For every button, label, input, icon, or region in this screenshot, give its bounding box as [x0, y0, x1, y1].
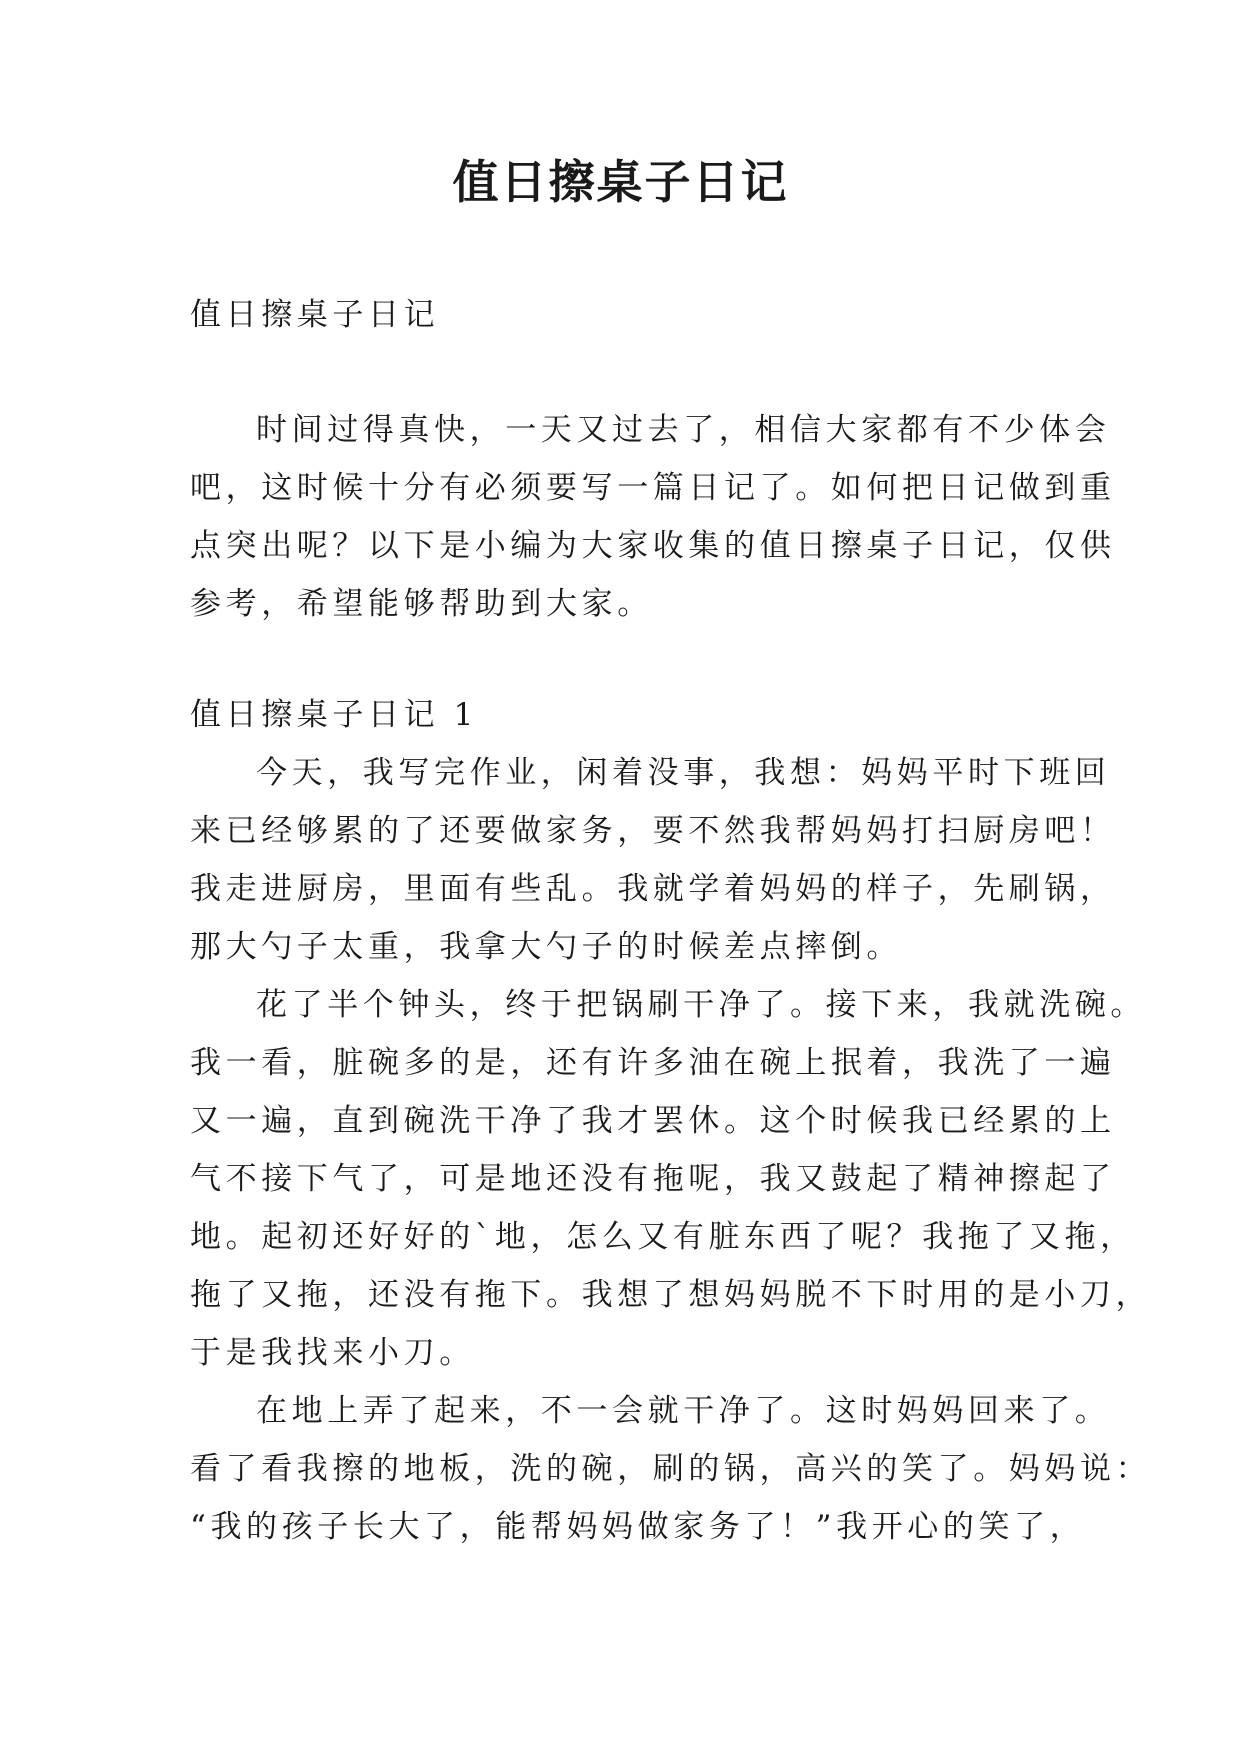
paragraph-line: 气不接下气了，可是地还没有拖呢，我又鼓起了精神擦起了 [190, 1161, 1116, 1197]
paragraph-line: 地。起初还好好的`地，怎么又有脏东西了呢？我拖了又拖， [190, 1219, 1136, 1255]
intro-line: 点突出呢？以下是小编为大家收集的值日擦桌子日记，仅供 [190, 528, 1116, 564]
paragraph-line: 于是我找来小刀。 [190, 1335, 475, 1371]
paragraph-line: 我走进厨房，里面有些乱。我就学着妈妈的样子，先刷锅， [190, 871, 1116, 907]
section-body [190, 744, 1152, 1556]
paragraph-line: 又一遍，直到碗洗干净了我才罢休。这个时候我已经累的上 [190, 1103, 1116, 1139]
intro-line: 参考，希望能够帮助到大家。 [190, 586, 653, 622]
intro-paragraph [190, 401, 1116, 633]
paragraph-line: 那大勺子太重，我拿大勺子的时候差点摔倒。 [190, 929, 902, 965]
paragraph-3 [190, 1382, 1152, 1556]
paragraph-line: 看了看我擦的地板，洗的碗，刷的锅，高兴的笑了。妈妈说： [190, 1451, 1152, 1487]
paragraph-line: 我一看，脏碗多的是，还有许多油在碗上抿着，我洗了一遍 [190, 1045, 1116, 1081]
subtitle-text: 值日擦桌子日记 [190, 297, 440, 333]
section-heading-text: 值日擦桌子日记 1 [190, 697, 478, 733]
document-title: 值日擦桌子日记 [452, 155, 789, 209]
paragraph-line: 花了半个钟头，终于把锅刷干净了。接下来，我就洗碗。 [256, 987, 1146, 1023]
paragraph-line: 在地上弄了起来，不一会就干净了。这时妈妈回来了。 [256, 1393, 1111, 1429]
paragraph-1 [190, 744, 1116, 976]
intro-line: 时间过得真快，一天又过去了，相信大家都有不少体会 [256, 412, 1111, 448]
paragraph-line: 拖了又拖，还没有拖下。我想了想妈妈脱不下时用的是小刀， [190, 1277, 1152, 1313]
paragraph-line: 今天，我写完作业，闲着没事，我想：妈妈平时下班回 [256, 755, 1111, 791]
section-heading [190, 686, 1060, 744]
paragraph-line: “我的孩子长大了，能帮妈妈做家务了！”我开心的笑了， [190, 1509, 1086, 1545]
paragraph-line: 来已经够累的了还要做家务，要不然我帮妈妈打扫厨房吧！ [190, 813, 1116, 849]
document-subtitle [190, 286, 1060, 344]
paragraph-2 [190, 976, 1152, 1382]
intro-line: 吧，这时候十分有必须要写一篇日记了。如何把日记做到重 [190, 470, 1116, 506]
